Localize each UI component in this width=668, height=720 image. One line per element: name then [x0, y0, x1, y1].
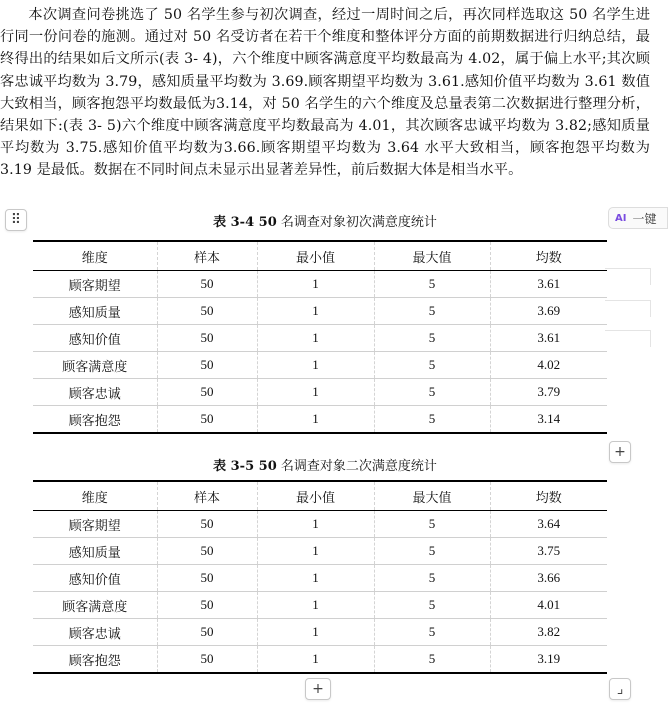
header-cell: 最大值: [374, 481, 490, 511]
table-1-title: 表 3-4 50 名调查对象初次满意度统计: [213, 215, 437, 230]
cell: 1: [257, 511, 374, 538]
cell: 1: [257, 406, 374, 434]
table-row: [33, 646, 607, 674]
cell: 感知价值: [33, 325, 157, 352]
cell: 1: [257, 619, 374, 646]
table-row: [33, 538, 607, 565]
cell: 感知质量: [33, 538, 157, 565]
header-cell: 样本: [157, 481, 257, 511]
table-2: [33, 480, 607, 674]
cell: 顾客忠诚: [33, 379, 157, 406]
cell: 3.82: [490, 619, 607, 646]
side-panel-edge: [605, 300, 651, 317]
table-header-row: [33, 241, 607, 271]
header-cell: 均数: [490, 481, 607, 511]
table-row: [33, 298, 607, 325]
table-2-title: 表 3-5 50 名调查对象二次满意度统计: [213, 459, 437, 474]
cell: 顾客满意度: [33, 352, 157, 379]
header-cell: 维度: [33, 481, 157, 511]
cell: 50: [157, 406, 257, 434]
header-cell: 均数: [490, 241, 607, 271]
cell: 1: [257, 538, 374, 565]
cell: 1: [257, 646, 374, 674]
cell: 50: [157, 511, 257, 538]
table-row: [33, 565, 607, 592]
cell: 顾客期望: [33, 271, 157, 298]
cell: 50: [157, 352, 257, 379]
cell: 顾客抱怨: [33, 646, 157, 674]
cell: 50: [157, 298, 257, 325]
table-row: [33, 406, 607, 434]
cell: 3.66: [490, 565, 607, 592]
corner-resize-icon: ⌟: [616, 681, 624, 697]
cell: 3.61: [490, 271, 607, 298]
cell: 5: [374, 565, 490, 592]
cell: 5: [374, 379, 490, 406]
cell: 5: [374, 592, 490, 619]
table-row: [33, 511, 607, 538]
table-row: [33, 619, 607, 646]
drag-handle-icon[interactable]: ⠿: [5, 209, 27, 231]
cell: 3.79: [490, 379, 607, 406]
table-row: [33, 592, 607, 619]
ai-icon: AI: [615, 212, 627, 224]
table-row: [33, 325, 607, 352]
cell: 感知质量: [33, 298, 157, 325]
add-row-button[interactable]: [305, 678, 331, 700]
cell: 1: [257, 298, 374, 325]
cell: 5: [374, 511, 490, 538]
cell: 5: [374, 619, 490, 646]
cell: 顾客忠诚: [33, 619, 157, 646]
table-row: [33, 379, 607, 406]
cell: 5: [374, 352, 490, 379]
cell: 3.75: [490, 538, 607, 565]
cell: 顾客期望: [33, 511, 157, 538]
table-header-row: [33, 481, 607, 511]
side-panel-edge: [605, 330, 651, 347]
cell: 顾客抱怨: [33, 406, 157, 434]
cell: 5: [374, 325, 490, 352]
cell: 1: [257, 565, 374, 592]
expand-corner-button[interactable]: [609, 678, 631, 700]
cell: 50: [157, 592, 257, 619]
cell: 1: [257, 271, 374, 298]
cell: 3.14: [490, 406, 607, 434]
cell: 3.69: [490, 298, 607, 325]
cell: 50: [157, 538, 257, 565]
side-panel-edge: [605, 268, 651, 285]
cell: 3.19: [490, 646, 607, 674]
header-cell: 最大值: [374, 241, 490, 271]
header-cell: 最小值: [257, 481, 374, 511]
cell: 50: [157, 646, 257, 674]
plus-icon: +: [614, 444, 626, 460]
cell: 50: [157, 379, 257, 406]
cell: 50: [157, 565, 257, 592]
cell: 3.61: [490, 325, 607, 352]
cell: 4.01: [490, 592, 607, 619]
cell: 5: [374, 406, 490, 434]
header-cell: 最小值: [257, 241, 374, 271]
cell: 5: [374, 538, 490, 565]
ai-assist-label: 一键: [632, 211, 657, 226]
header-cell: 维度: [33, 241, 157, 271]
cell: 1: [257, 592, 374, 619]
table-1: [33, 240, 607, 434]
cell: 50: [157, 325, 257, 352]
cell: 5: [374, 298, 490, 325]
cell: 4.02: [490, 352, 607, 379]
cell: 50: [157, 619, 257, 646]
cell: 1: [257, 352, 374, 379]
body-paragraph: 本次调查问卷挑选了 50 名学生参与初次调查，经过一周时间之后，再次同样选取这 50 名学生进行同一份问卷的施测。通过对 50 名受访者在若干个维度和整体评分方面的前期数据进行归纳总结，最终得出的结果如后文所示(表 3- 4)，六个维度中顾客满意度平均数最高为 4.02，属于偏上水平;其次顾客忠诚平均数为 3.79，感知质量平均数为 3.69.顾客期望平均数为 3.61.感知价值平均数为 3.61 数值大致相当，顾客抱怨平均数最低为3.14，对 50 名学生的六个维度及总量表第二次数据进行整理分析，结果如下:(表 3- 5)六个维度中顾客满意度平均数最高为 4.01，其次顾客忠诚平均数为 3.82;感知质量平均数为 3.75.感知价值平均数为3.66.顾客期望平均数为 3.64 水平大致相当，顾客抱怨平均数为3.19 是最低。数据在不同时间点未显示出显著差异性，前后数据大体是相当水平。: [0, 7, 650, 179]
cell: 5: [374, 646, 490, 674]
cell: 1: [257, 325, 374, 352]
cell: 感知价值: [33, 565, 157, 592]
cell: 3.64: [490, 511, 607, 538]
cell: 5: [374, 271, 490, 298]
table-row: [33, 352, 607, 379]
plus-icon: +: [312, 681, 324, 697]
cell: 1: [257, 379, 374, 406]
table-row: [33, 271, 607, 298]
cell: 50: [157, 271, 257, 298]
header-cell: 样本: [157, 241, 257, 271]
cell: 顾客满意度: [33, 592, 157, 619]
